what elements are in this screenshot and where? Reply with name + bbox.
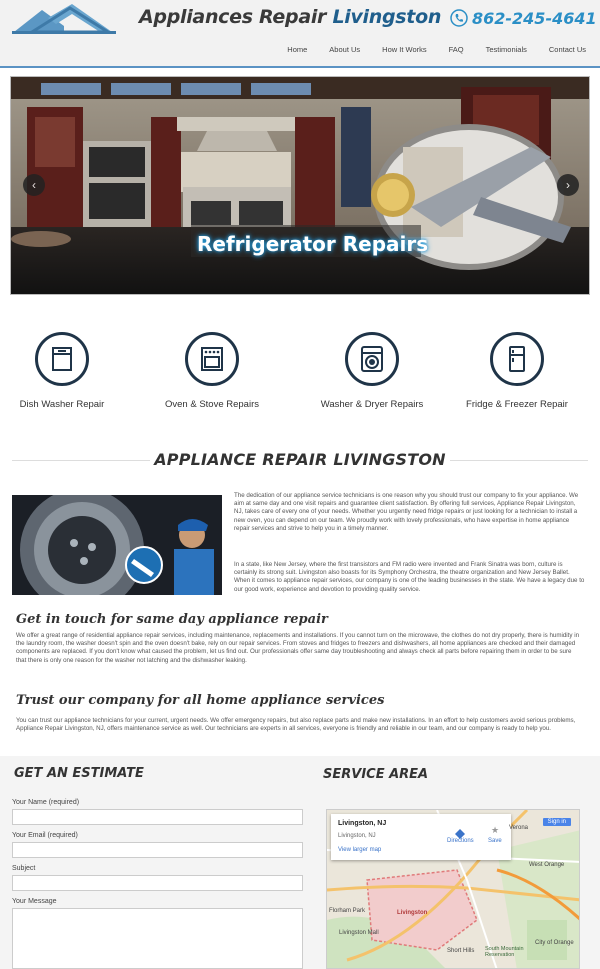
nav-about-us[interactable]: About Us <box>329 45 361 54</box>
service-area-heading: SERVICE AREA <box>323 767 429 782</box>
map-label-florham-park: Florham Park <box>329 908 366 914</box>
view-larger-map-link[interactable]: View larger map <box>338 847 382 853</box>
hero-slider <box>10 76 590 295</box>
fridge-icon <box>490 332 544 386</box>
main-heading: APPLIANCE REPAIR LIVINGSTON <box>154 450 446 469</box>
intro-paragraph-2: In a state, like New Jersey, where the first transistors and FM radio were invented and Frank Sinatra was born, culture is certainly its strong suit. Livingston also boasts for its Symphony Orchestra, the theatre organization and New Jersey Ballet. When it comes to appliance repair services, our company is one of the leading businesses in the state. We have a legacy due to our good work, experience and devotion to providing quality service. <box>234 561 585 593</box>
map-label-city-of-orange: City of Orange <box>535 940 574 946</box>
service-oven[interactable] <box>142 332 282 410</box>
touch-heading: Get in touch for same day appliance repair <box>16 612 328 627</box>
map-place-title: Livingston, NJ <box>338 820 387 827</box>
nav-testimonials[interactable]: Testimonials <box>485 45 527 54</box>
subject-input[interactable] <box>12 875 303 891</box>
brand-accent: Livingston <box>332 6 442 28</box>
kitchen-slide-image <box>11 77 590 295</box>
technician-image <box>12 495 222 595</box>
service-washer[interactable] <box>302 332 442 410</box>
map-label-verona: Verona <box>509 825 529 831</box>
phone-link[interactable] <box>450 7 597 29</box>
map-sign-in-button[interactable]: Sign in <box>543 818 571 826</box>
site-header <box>0 0 600 68</box>
directions-link[interactable]: Directions <box>447 838 474 844</box>
estimate-heading: GET AN ESTIMATE <box>14 766 144 781</box>
intro-paragraph-1: The dedication of our appliance service technicians is one reason why you should trust our company to fix your appliance. We aim at same day and one visit repairs and guarantee client satisfaction. By offering full services, Appliance Repair Livingston, NJ, takes care of every one of your needs. Whether you urgently need fridge repairs or just looking for a technician to install a new oven, you can depend on our team. We proudly work with lovely professionals, who have expertise in home appliance repair services and strive to help you in a timely manner. <box>234 492 579 532</box>
nav-contact-us[interactable]: Contact Us <box>548 45 586 54</box>
message-label: Your Message <box>12 898 57 905</box>
slider-prev-button[interactable] <box>23 174 45 196</box>
service-label: Fridge & Freezer Repair <box>466 399 568 410</box>
chevron-left-icon: ‹ <box>32 178 36 192</box>
service-area-map[interactable] <box>326 809 580 969</box>
service-dishwasher[interactable] <box>0 332 132 410</box>
oven-icon <box>185 332 239 386</box>
touch-paragraph: We offer a great range of residential appliance repair services, including maintenance, replacements and installations. If you cannot turn on the microwave, the clothes do not dry properly, there is humidity in the laundry room, the washer doesn't spin and the oven doesn't bake, rely on our repair services. From stoves and fridges to freezers and dishwashers, all home appliances are checked and their damaged components are replaced. If you don't know what caused the problem, let us find out. Our professionals offer same day troubleshooting and always check all parts before repairing them in order to be sure that there is only one reason for the washer not latching and the dishwasher leaking. <box>16 632 580 664</box>
email-label: Your Email (required) <box>12 832 78 839</box>
services-row <box>0 332 600 422</box>
main-nav <box>265 45 586 54</box>
nav-home[interactable]: Home <box>287 45 308 54</box>
map-label-livingston: Livingston <box>397 910 428 916</box>
service-fridge[interactable] <box>447 332 587 410</box>
site-title[interactable] <box>139 6 441 28</box>
service-label: Washer & Dryer Repairs <box>320 399 424 410</box>
service-label: Dish Washer Repair <box>19 399 105 410</box>
map-label-west-orange: West Orange <box>529 862 565 868</box>
map-place-subtitle: Livingston, NJ <box>338 833 376 839</box>
phone-icon <box>450 9 468 27</box>
phone-number: 862-245-4641 <box>472 8 597 28</box>
trust-heading: Trust our company for all home appliance services <box>16 693 385 708</box>
save-link[interactable]: Save <box>488 838 502 844</box>
slider-next-button[interactable] <box>557 174 579 196</box>
brand-main: Appliances Repair <box>139 6 333 28</box>
map-info-card <box>331 814 511 860</box>
map-label-south-mountain: South Mountain Reservation <box>485 946 524 958</box>
message-textarea[interactable] <box>12 908 303 969</box>
star-icon[interactable]: ★ <box>491 825 500 835</box>
slide-caption: Refrigerator Repairs <box>197 232 429 256</box>
dishwasher-icon <box>35 332 89 386</box>
map-label-short-hills: Short Hills <box>447 948 475 954</box>
directions-icon[interactable] <box>455 826 465 836</box>
subject-label: Subject <box>12 865 36 872</box>
house-logo-icon[interactable] <box>12 4 116 34</box>
chevron-right-icon: › <box>566 178 570 192</box>
email-input[interactable] <box>12 842 303 858</box>
washer-icon <box>345 332 399 386</box>
nav-how-it-works[interactable]: How It Works <box>382 45 427 54</box>
name-label: Your Name (required) <box>12 799 80 806</box>
nav-faq[interactable]: FAQ <box>448 45 464 54</box>
trust-paragraph: You can trust our appliance technicians for your current, urgent needs. We offer emergency repairs, but also replace parts and make new installations. In an effort to help customers avoid serious problems, Appliance Repair Livingston, NJ, offers maintenance service as well. Our technicians are experts in all services, everyone is friendly and reliable in our team, and our company is ready to help you. <box>16 717 576 733</box>
name-input[interactable] <box>12 809 303 825</box>
service-label: Oven & Stove Repairs <box>165 399 259 410</box>
map-label-livingston-mall: Livingston Mall <box>339 930 379 936</box>
